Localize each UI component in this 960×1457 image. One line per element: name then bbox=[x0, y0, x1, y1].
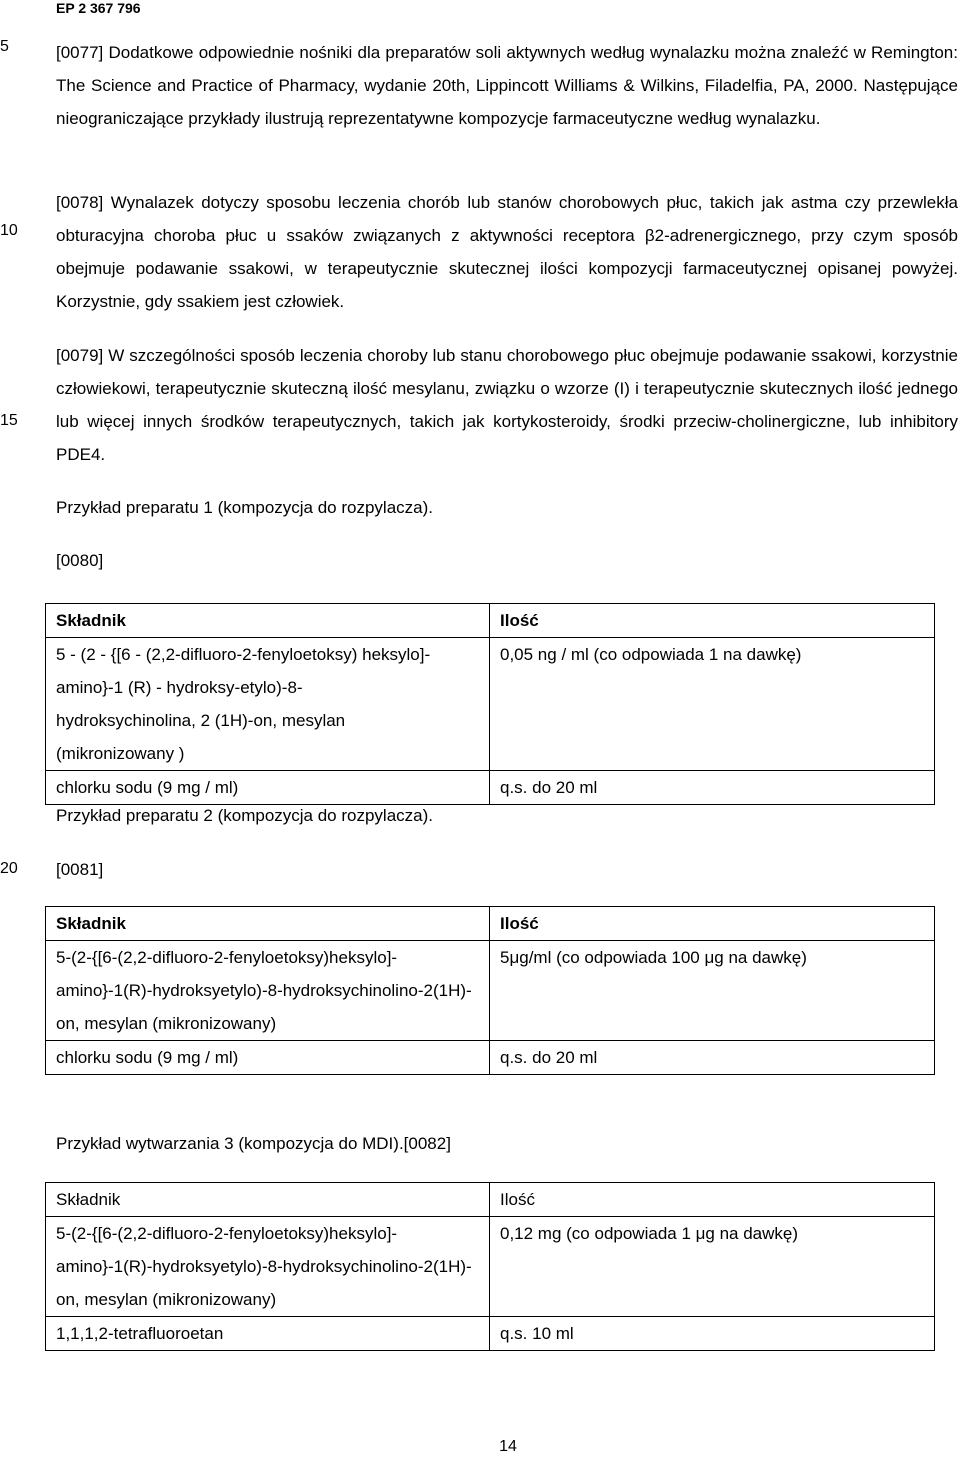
example-2-ref: [0081] bbox=[56, 860, 104, 879]
example-3-table bbox=[45, 1182, 935, 1351]
example-2-table bbox=[45, 906, 935, 1075]
document-header: EP 2 367 796 bbox=[56, 0, 141, 16]
amount-cell: 5μg/ml (co odpowiada 100 μg na dawkę) bbox=[490, 941, 935, 1041]
table-row bbox=[46, 1217, 935, 1317]
ingredient-cell: 5-(2-{[6-(2,2-difluoro-2-fenyloetoksy)heksylo]-amino}-1(R)-hydroksyetylo)-8-hydroksychinolino-2(1H)-on, mesylan (mikronizowany) bbox=[46, 941, 490, 1041]
line-number: 5 bbox=[0, 38, 9, 55]
amount-cell: q.s. 10 ml bbox=[490, 1317, 935, 1351]
ingredient-cell: 1,1,1,2-tetrafluoroetan bbox=[46, 1317, 490, 1351]
amount-cell: q.s. do 20 ml bbox=[490, 1041, 935, 1075]
table-row bbox=[46, 1041, 935, 1075]
table-row bbox=[46, 1317, 935, 1351]
ingredient-cell: 5-(2-{[6-(2,2-difluoro-2-fenyloetoksy)heksylo]-amino}-1(R)-hydroksyetylo)-8-hydroksychinolino-2(1H)-on, mesylan (mikronizowany) bbox=[46, 1217, 490, 1317]
header-ingredient: Składnik bbox=[46, 604, 490, 638]
table-header-row bbox=[46, 1183, 935, 1217]
amount-cell: q.s. do 20 ml bbox=[490, 771, 935, 805]
header-amount: Ilość bbox=[490, 604, 935, 638]
example-1-table bbox=[45, 603, 935, 805]
example-3-title: Przykład wytwarzania 3 (kompozycja do MDI).[0082] bbox=[56, 1134, 451, 1153]
amount-cell: 0,12 mg (co odpowiada 1 μg na dawkę) bbox=[490, 1217, 935, 1317]
line-number: 15 bbox=[0, 412, 18, 429]
ingredient-cell: chlorku sodu (9 mg / ml) bbox=[46, 1041, 490, 1075]
example-1-ref: [0080] bbox=[56, 551, 104, 570]
line-number: 10 bbox=[0, 222, 18, 239]
table-row bbox=[46, 771, 935, 805]
table-header-row bbox=[46, 604, 935, 638]
line-number: 20 bbox=[0, 860, 18, 877]
header-amount: Ilość bbox=[490, 1183, 935, 1217]
example-2-title: Przykład preparatu 2 (kompozycja do rozpylacza). bbox=[56, 806, 433, 825]
paragraph-0079: [0079] W szczególności sposób leczenia choroby lub stanu chorobowego płuc obejmuje podawanie ssakowi, korzystnie człowiekowi, terapeutycznie skuteczną ilość mesylanu, związku o wzorze (I) i terapeutycznie skutecznych ilość jednego lub więcej innych środków terapeutycznych, takich jak kortykosteroidy, środki przeciw-cholinergiczne, lub inhibitory PDE4. bbox=[56, 346, 958, 464]
table-row bbox=[46, 941, 935, 1041]
amount-cell: 0,05 ng / ml (co odpowiada 1 na dawkę) bbox=[490, 638, 935, 771]
page-number: 14 bbox=[499, 1438, 517, 1455]
ingredient-cell: 5 - (2 - {[6 - (2,2-difluoro-2-fenyloetoksy) heksylo]-amino}-1 (R) - hydroksy-etylo)-8-hydroksychinolina, 2 (1H)-on, mesylan (mikronizowany ) bbox=[46, 638, 490, 771]
header-ingredient: Składnik bbox=[46, 1183, 490, 1217]
paragraph-0078: [0078] Wynalazek dotyczy sposobu leczenia chorób lub stanów chorobowych płuc, takich jak astma czy przewlekła obturacyjna choroba płuc u ssaków związanych z aktywności receptora β2-adrenergicznego, przy czym sposób obejmuje podawanie ssakowi, w terapeutycznie skutecznej ilości kompozycji farmaceutycznej opisanej powyżej. Korzystnie, gdy ssakiem jest człowiek. bbox=[56, 193, 958, 311]
header-ingredient: Składnik bbox=[46, 907, 490, 941]
table-row bbox=[46, 638, 935, 771]
example-1-title: Przykład preparatu 1 (kompozycja do rozpylacza). bbox=[56, 498, 433, 517]
header-amount: Ilość bbox=[490, 907, 935, 941]
ingredient-cell: chlorku sodu (9 mg / ml) bbox=[46, 771, 490, 805]
paragraph-0077: [0077] Dodatkowe odpowiednie nośniki dla preparatów soli aktywnych według wynalazku można znaleźć w Remington: The Science and Practice of Pharmacy, wydanie 20th, Lippincott Williams & Wilkins, Filadelfia, PA, 2000. Następujące nieograniczające przykłady ilustrują reprezentatywne kompozycje farmaceutyczne według wynalazku. bbox=[56, 43, 958, 128]
table-header-row bbox=[46, 907, 935, 941]
